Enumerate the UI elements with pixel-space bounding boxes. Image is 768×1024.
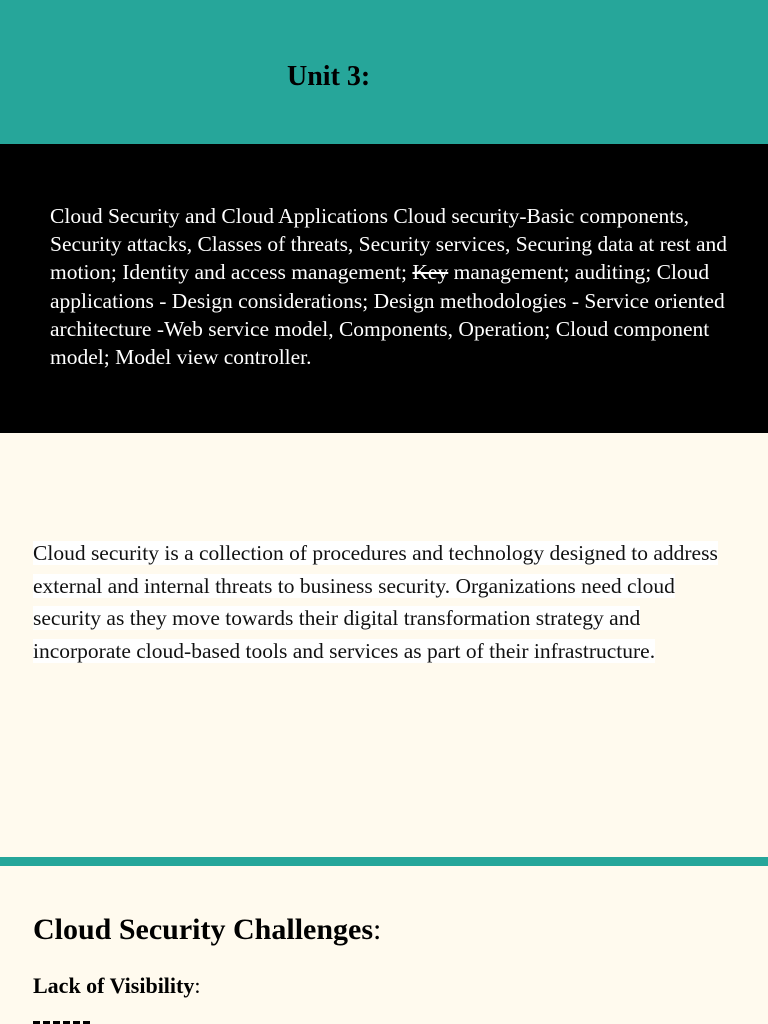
intro-paragraph: [33, 537, 733, 667]
intro-paragraph-text: Cloud security is a collection of procedures and technology designed to address external and internal threats to business security. Organizations need cloud security as they move towards their digital transformation strategy and incorporate cloud-based tools and services as part of their infrastructure.: [33, 541, 718, 663]
cutoff-text-fragment: [33, 1015, 93, 1024]
lack-of-visibility-heading: [33, 971, 200, 1001]
header-band: [0, 0, 768, 144]
section-divider: [0, 857, 768, 866]
syllabus-text-part-1: Cloud Security and Cloud Applications Cloud security-Basic components, Security attacks, Classes of threats, Security services, Securing data at rest and motion; Identity and access management;: [50, 204, 728, 285]
lack-of-visibility-colon: :: [194, 973, 201, 998]
struck-word: Key: [412, 260, 449, 285]
challenges-heading-text: Cloud Security Challenges: [33, 913, 374, 946]
lack-of-visibility-text: Lack of Visibility: [33, 973, 195, 998]
syllabus-text-part-2: management; auditing; Cloud applications - Design considerations; Design methodologies - Service oriented architecture -Web service model, Components, Operation; Cloud component model; Model view controller.: [50, 260, 725, 370]
challenges-heading: [33, 910, 381, 950]
syllabus-text: [50, 202, 730, 371]
challenges-heading-colon: :: [373, 913, 382, 946]
unit-title: Unit 3:: [287, 61, 371, 92]
